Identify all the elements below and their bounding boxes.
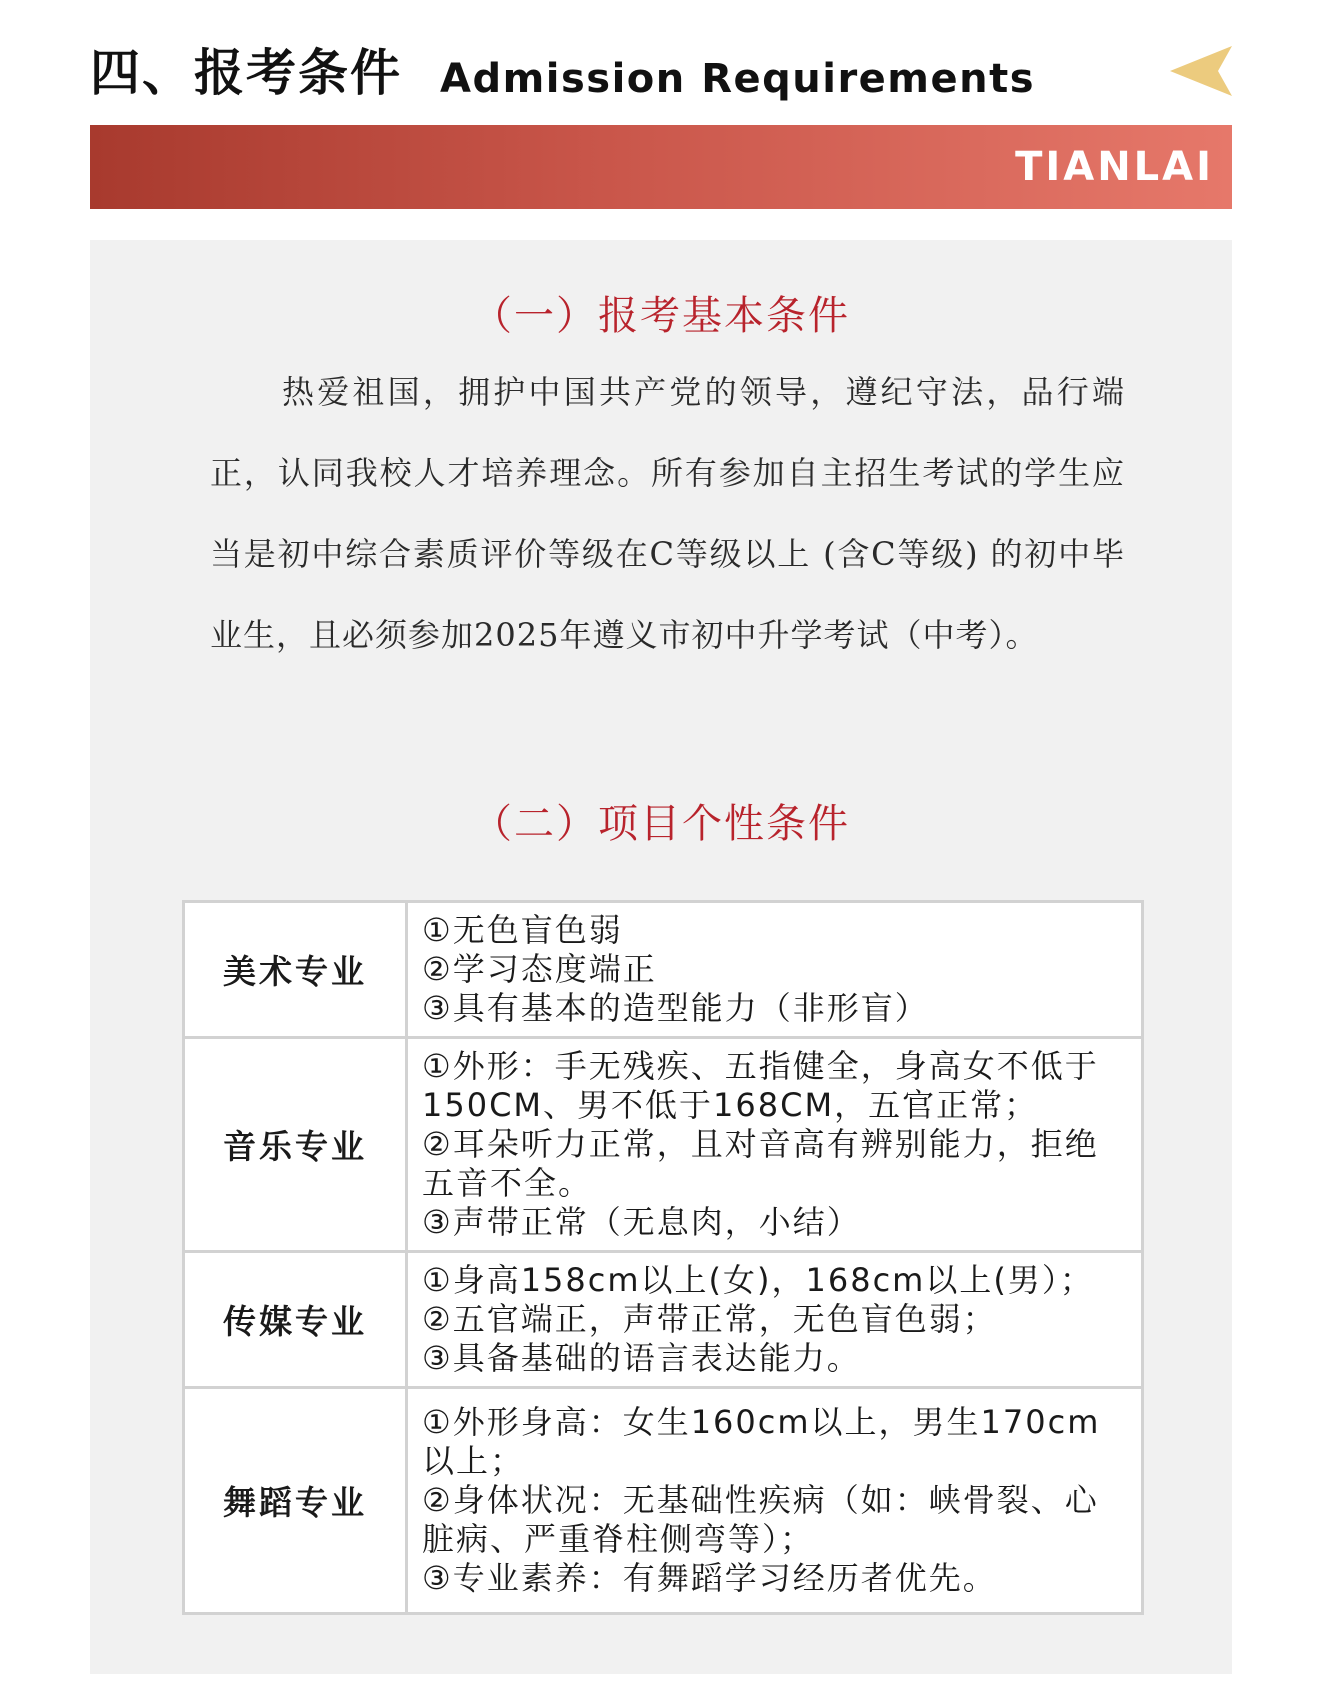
table-row: [184, 1388, 1143, 1614]
requirement-item: ①身高158cm以上(女)，168cm以上(男）；: [422, 1261, 1094, 1299]
requirements-cell: [407, 1038, 1143, 1252]
section-banner: [90, 125, 1232, 209]
requirement-item: ②耳朵听力正常，且对音高有辨别能力，拒绝五音不全。: [422, 1125, 1099, 1202]
requirements-cell: [407, 1388, 1143, 1614]
major-name-cell: 美术专业: [184, 902, 407, 1038]
section-english-title: Admission Requirements: [440, 56, 1036, 102]
requirement-item: ①外形：手无残疾、五指健全，身高女不低于150CM、男不低于168CM，五官正常；: [422, 1047, 1099, 1124]
requirement-item: ②身体状况：无基础性疾病（如：峡骨裂、心脏病、严重脊柱侧弯等）；: [422, 1481, 1099, 1558]
basic-requirements-paragraph: 热爱祖国，拥护中国共产党的领导，遵纪守法，品行端正，认同我校人才培养理念。所有参加自主招生考试的学生应当是初中综合素质评价等级在C等级以上 (含C等级) 的初中毕业生，且必须参加2025年遵义市初中升学考试（中考）。: [210, 373, 1125, 654]
requirement-item: ①外形身高：女生160cm以上，男生170cm以上；: [422, 1403, 1101, 1480]
individual-requirements-title: （二）项目个性条件: [472, 801, 850, 847]
table-row: [184, 1038, 1143, 1252]
requirement-item: ③专业素养：有舞蹈学习经历者优先。: [422, 1559, 997, 1597]
requirement-item: ③具备基础的语言表达能力。: [422, 1339, 861, 1377]
content-panel: [90, 240, 1232, 1674]
major-requirements-table: [182, 900, 1144, 1615]
major-name-cell: 传媒专业: [184, 1252, 407, 1388]
requirement-item: ①无色盲色弱: [422, 911, 623, 949]
basic-requirements-title: （一）报考基本条件: [472, 293, 850, 339]
requirements-cell: [407, 902, 1143, 1038]
requirement-item: ②五官端正，声带正常，无色盲色弱；: [422, 1300, 997, 1338]
requirements-cell: [407, 1252, 1143, 1388]
table-row: [184, 1252, 1143, 1388]
requirement-item: ③声带正常（无息肉，小结）: [422, 1203, 861, 1241]
requirement-item: ②学习态度端正: [422, 950, 657, 988]
requirement-item: ③具有基本的造型能力（非形盲）: [422, 989, 929, 1027]
banner-brand-text: TIANLAI: [1015, 144, 1214, 190]
left-arrow-icon: [1170, 46, 1232, 96]
section-number-title: 四、报考条件: [90, 44, 402, 102]
page-header: [90, 38, 1232, 108]
table-row: [184, 902, 1143, 1038]
major-name-cell: 舞蹈专业: [184, 1388, 407, 1614]
major-name-cell: 音乐专业: [184, 1038, 407, 1252]
